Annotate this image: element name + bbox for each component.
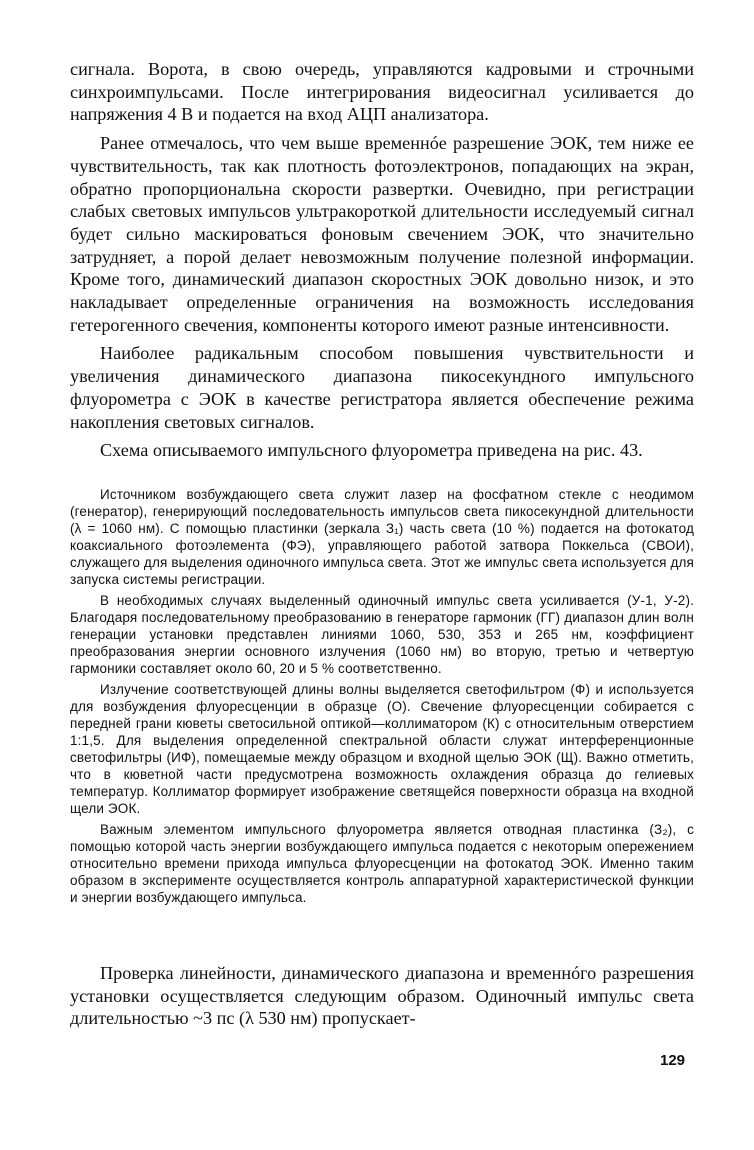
continuation-text — [70, 962, 694, 1030]
continuation-paragraph: Проверка линейности, динамического диапазона и временнóго разрешения установки осуществляется следующим образом. Одиночный импульс света длительностью ~3 пс (λ 530 нм) пропускает- — [70, 963, 694, 1029]
main-text — [70, 58, 694, 462]
body-paragraph-2: Ранее отмечалось, что чем выше временнóе разрешение ЭОК, тем ниже ее чувствительность, так как плотность фотоэлектронов, попадающих на экран, обратно пропорциональна скорости развертки. Очевидно, при регистрации слабых световых импульсов ультракороткой длительности исследуемый сигнал будет сильно маскироваться фоновым свечением ЭОК, что значительно затрудняет, а порой делает невозможным получение полезной информации. Кроме того, динамический диапазон скоростных ЭОК довольно низок, и это накладывает определенные ограничения на возможность исследования гетерогенного свечения, компоненты которого имеют разные интенсивности. — [70, 133, 694, 335]
caption-paragraph-4: Важным элементом импульсного флуорометра является отводная пластинка (З₂), с помощью которой часть энергии возбуждающего импульса подается с некоторым опережением относительно времени прихода импульса флуоресценции на фотокатод ЭОК. Именно таким образом в эксперименте осуществляется контроль аппаратурной характеристической функции и энергии возбуждающего импульса. — [70, 821, 694, 905]
page-text-block — [70, 58, 694, 910]
body-paragraph-3: Наиболее радикальным способом повышения чувствительности и увеличения динамического диапазона пикосекундного импульсного флуорометра с ЭОК в качестве регистратора является обеспечение режима накопления световых сигналов. — [70, 343, 694, 432]
caption-paragraph-1: Источником возбуждающего света служит лазер на фосфатном стекле с неодимом (генератор), генерирующий последовательность импульсов света пикосекундной длительности (λ = 1060 нм). С помощью пластинки (зеркала З₁) часть света (10 %) подается на фотокатод коаксиального фотоэлемента (ФЭ), управляющего работой затвора Поккельса (СВОИ), служащего для выделения одиночного импульса света. Этот же импульс света используется для запуска системы регистрации. — [70, 486, 695, 587]
body-paragraph-1: сигнала. Ворота, в свою очередь, управляются кадровыми и строчными синхроимпульсами. После интегрирования видеосигнал усиливается до напряжения 4 В и подается на вход АЦП анализатора. — [70, 59, 694, 125]
caption-paragraph-3: Излучение соответствующей длины волны выделяется светофильтром (Ф) и используется для возбуждения флуоресценции в образце (О). Свечение флуоресценции собирается с передней грани кюветы светосильной оптикой—коллиматором (К) с относительным отверстием 1:1,5. Для выделения определенной спектральной области служат интерференционные светофильтры (ИФ), помещаемые между образцом и входной щелью ЭОК (Щ). Важно отметить, что в кюветной части предусмотрена возможность охлаждения образца до гелиевых температур. Коллиматор формирует изображение светящейся поверхности образца на входной щели ЭОК. — [70, 681, 694, 816]
caption-paragraph-2: В необходимых случаях выделенный одиночный импульс света усиливается (У-1, У-2). Благодаря последовательному преобразованию в генераторе гармоник (ГГ) диапазон длин волн генерации установки представлен линиями 1060, 530, 353 и 265 нм, коэффициент преобразования энергии основного излучения (1060 нм) во вторую, третью и четвертую гармоники составляет около 60, 20 и 5 % соответственно. — [70, 592, 694, 676]
body-paragraph-4: Схема описываемого импульсного флуорометра приведена на рис. 43. — [100, 440, 643, 461]
figure-description — [70, 486, 694, 906]
page-number: 129 — [660, 1052, 686, 1069]
